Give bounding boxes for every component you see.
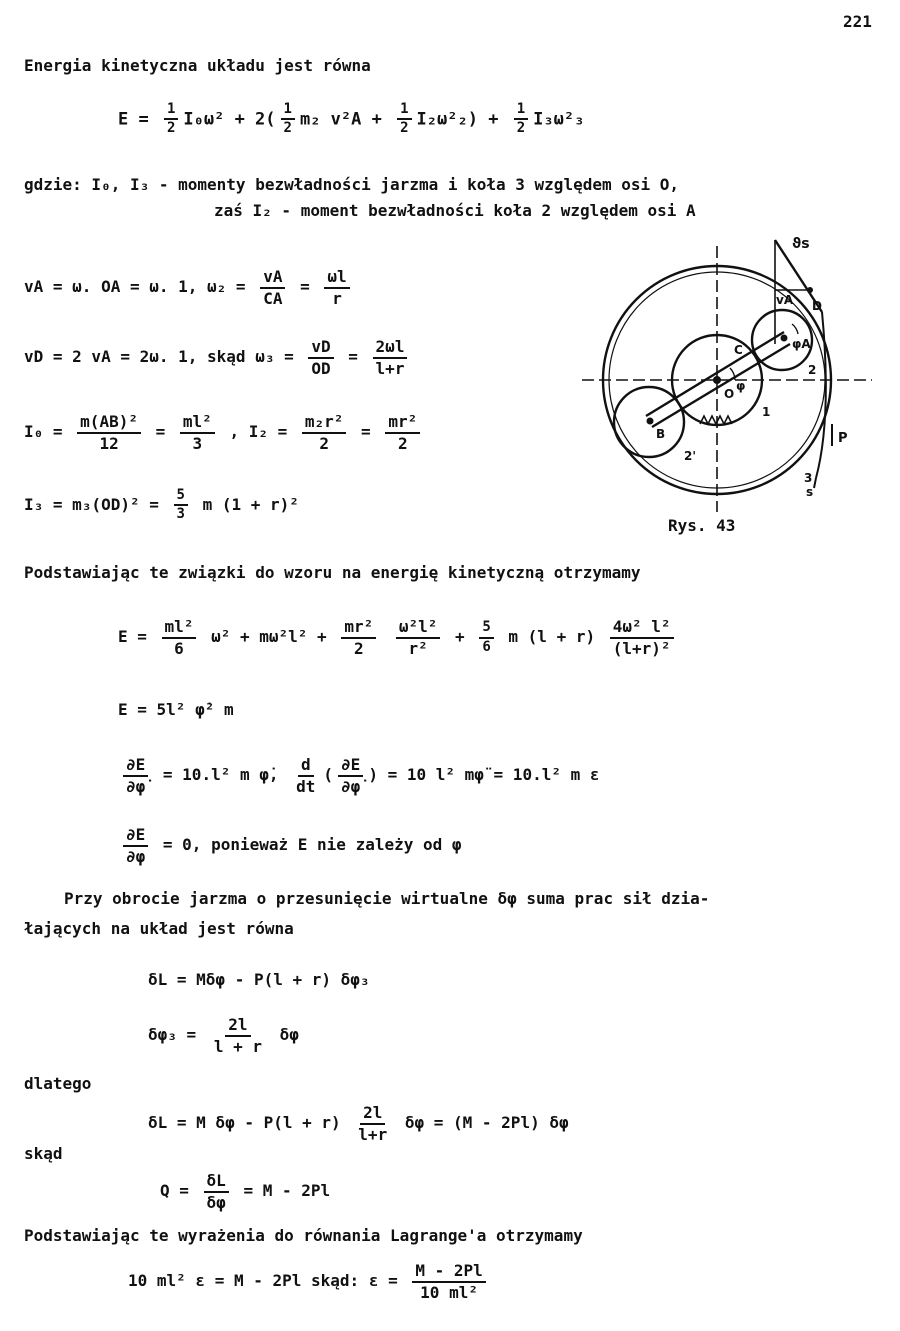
- virtual-text-2: łających na układ jest równa: [24, 919, 294, 938]
- where-line-1: gdzie: I₀, I₃ - momenty bezwładności jarzma i koła 3 względem osi O,: [24, 175, 680, 194]
- equation-E-simplified: E = 5l² φ̇² m: [118, 700, 234, 719]
- label-P: P: [838, 431, 848, 446]
- label-O: O: [724, 387, 735, 401]
- equation-dE-dphidot: $\frac{\partial E}{\partial\varphi̇}$ = 10.l² m φ̇, $\frac{d}{dt}$ ( $\frac{\partial E}{\partial\varphi̇}$ ) = 10 l² mφ̈ = 10.l² m ε: [118, 756, 600, 795]
- figure-mechanism: [570, 228, 880, 528]
- label-2prime: 2': [684, 449, 697, 463]
- equation-dL: δL = Mδφ - P(l + r) δφ₃: [148, 970, 370, 989]
- equation-vD: vD = 2 vA = 2ω. 1, skąd ω₃ = $\frac{vD}{OD}$ = $\frac{2\omega l}{l+r}$: [24, 338, 412, 377]
- equation-dphi3: δφ₃ = $\frac{2l}{l + r}$ δφ: [148, 1015, 299, 1056]
- point-A: [781, 335, 788, 342]
- equation-final: 10 ml² ε = M - 2Pl skąd: ε = $\frac{M - 2Pl}{\text{10 ml²}}$: [128, 1262, 491, 1301]
- intro-text: Energia kinetyczna układu jest równa: [24, 56, 371, 75]
- equation-kinetic-energy: E = $\frac{1}{2}$ I₀ω² + 2( $\frac{1}{2}$ m₂ v²A + $\frac{1}{2}$ I₂ω²₂) + $\frac{1}{2}$ I₃ω²₃: [118, 101, 585, 137]
- page-number: 221: [843, 12, 872, 31]
- dlatego-text: dlatego: [24, 1074, 92, 1093]
- label-1: 1: [762, 405, 771, 419]
- label-s: s: [806, 485, 814, 499]
- label-vA: vA: [776, 293, 794, 307]
- substitution-text: Podstawiając te związki do wzoru na energię kinetyczną otrzymamy: [24, 563, 641, 582]
- label-phi: φ: [736, 379, 746, 393]
- label-3: 3: [804, 471, 813, 485]
- point-B: [647, 418, 654, 425]
- rope-end: [814, 478, 816, 488]
- point-O: [713, 376, 721, 384]
- equation-Q: Q = $\frac{\delta L}{\delta\varphi}$ = M - 2Pl: [160, 1171, 331, 1212]
- lagrange-text: Podstawiając te wyrażenia do równania Lagrange'a otrzymamy: [24, 1226, 583, 1245]
- label-B: B: [656, 427, 666, 441]
- virtual-text-1: Przy obrocie jarzma o przesunięcie wirtualne δφ suma prac sił dzia-: [64, 889, 710, 908]
- equation-E-expanded: E = $\frac{\text{ml²}}{6}$ ω² + mω²l² + $\frac{\text{mr²}}{2}$ $\frac{\text{ω²l²}}{\text{r²}}$ + $\frac{5}{6}$ m (l + r) $\frac{\text{4ω² l²}}{\text{(l+r)²}}$: [118, 618, 679, 657]
- where-line-2: zaś I₂ - moment bezwładności koła 2 względem osi A: [214, 201, 696, 220]
- skad-text: skąd: [24, 1144, 63, 1163]
- label-phiA: φA: [792, 337, 811, 351]
- label-2: 2: [808, 363, 817, 377]
- equation-I0-I2: I₀ = $\frac{\text{m(AB)²}}{12}$ = $\frac{\text{ml²}}{3}$ , I₂ = $\frac{\text{m₂r²}}{2}$ = $\frac{\text{mr²}}{2}$: [24, 413, 425, 452]
- equation-dL-expanded: δL = M δφ - P(l + r) $\frac{2l}{l+r}$ δφ = (M - 2Pl) δφ: [148, 1103, 569, 1144]
- equation-dE-dphi: $\frac{\partial E}{\partial\varphi}$ = 0, ponieważ E nie zależy od φ: [118, 826, 462, 865]
- label-vs: ϑs: [792, 236, 810, 252]
- equation-I3: I₃ = m₃(OD)² = $\frac{5}{3}$ m (1 + r)²: [24, 487, 299, 523]
- equation-vA: vA = ω. OA = ω. 1, ω₂ = $\frac{vA}{CA}$ = $\frac{\omega l}{r}$: [24, 268, 355, 307]
- label-C: C: [734, 343, 743, 357]
- label-D: D: [812, 299, 822, 313]
- point-D: [807, 287, 813, 293]
- phiA-arc: [792, 324, 798, 334]
- figure-caption: Rys. 43: [668, 516, 736, 535]
- yoke-edge-1: [646, 332, 784, 416]
